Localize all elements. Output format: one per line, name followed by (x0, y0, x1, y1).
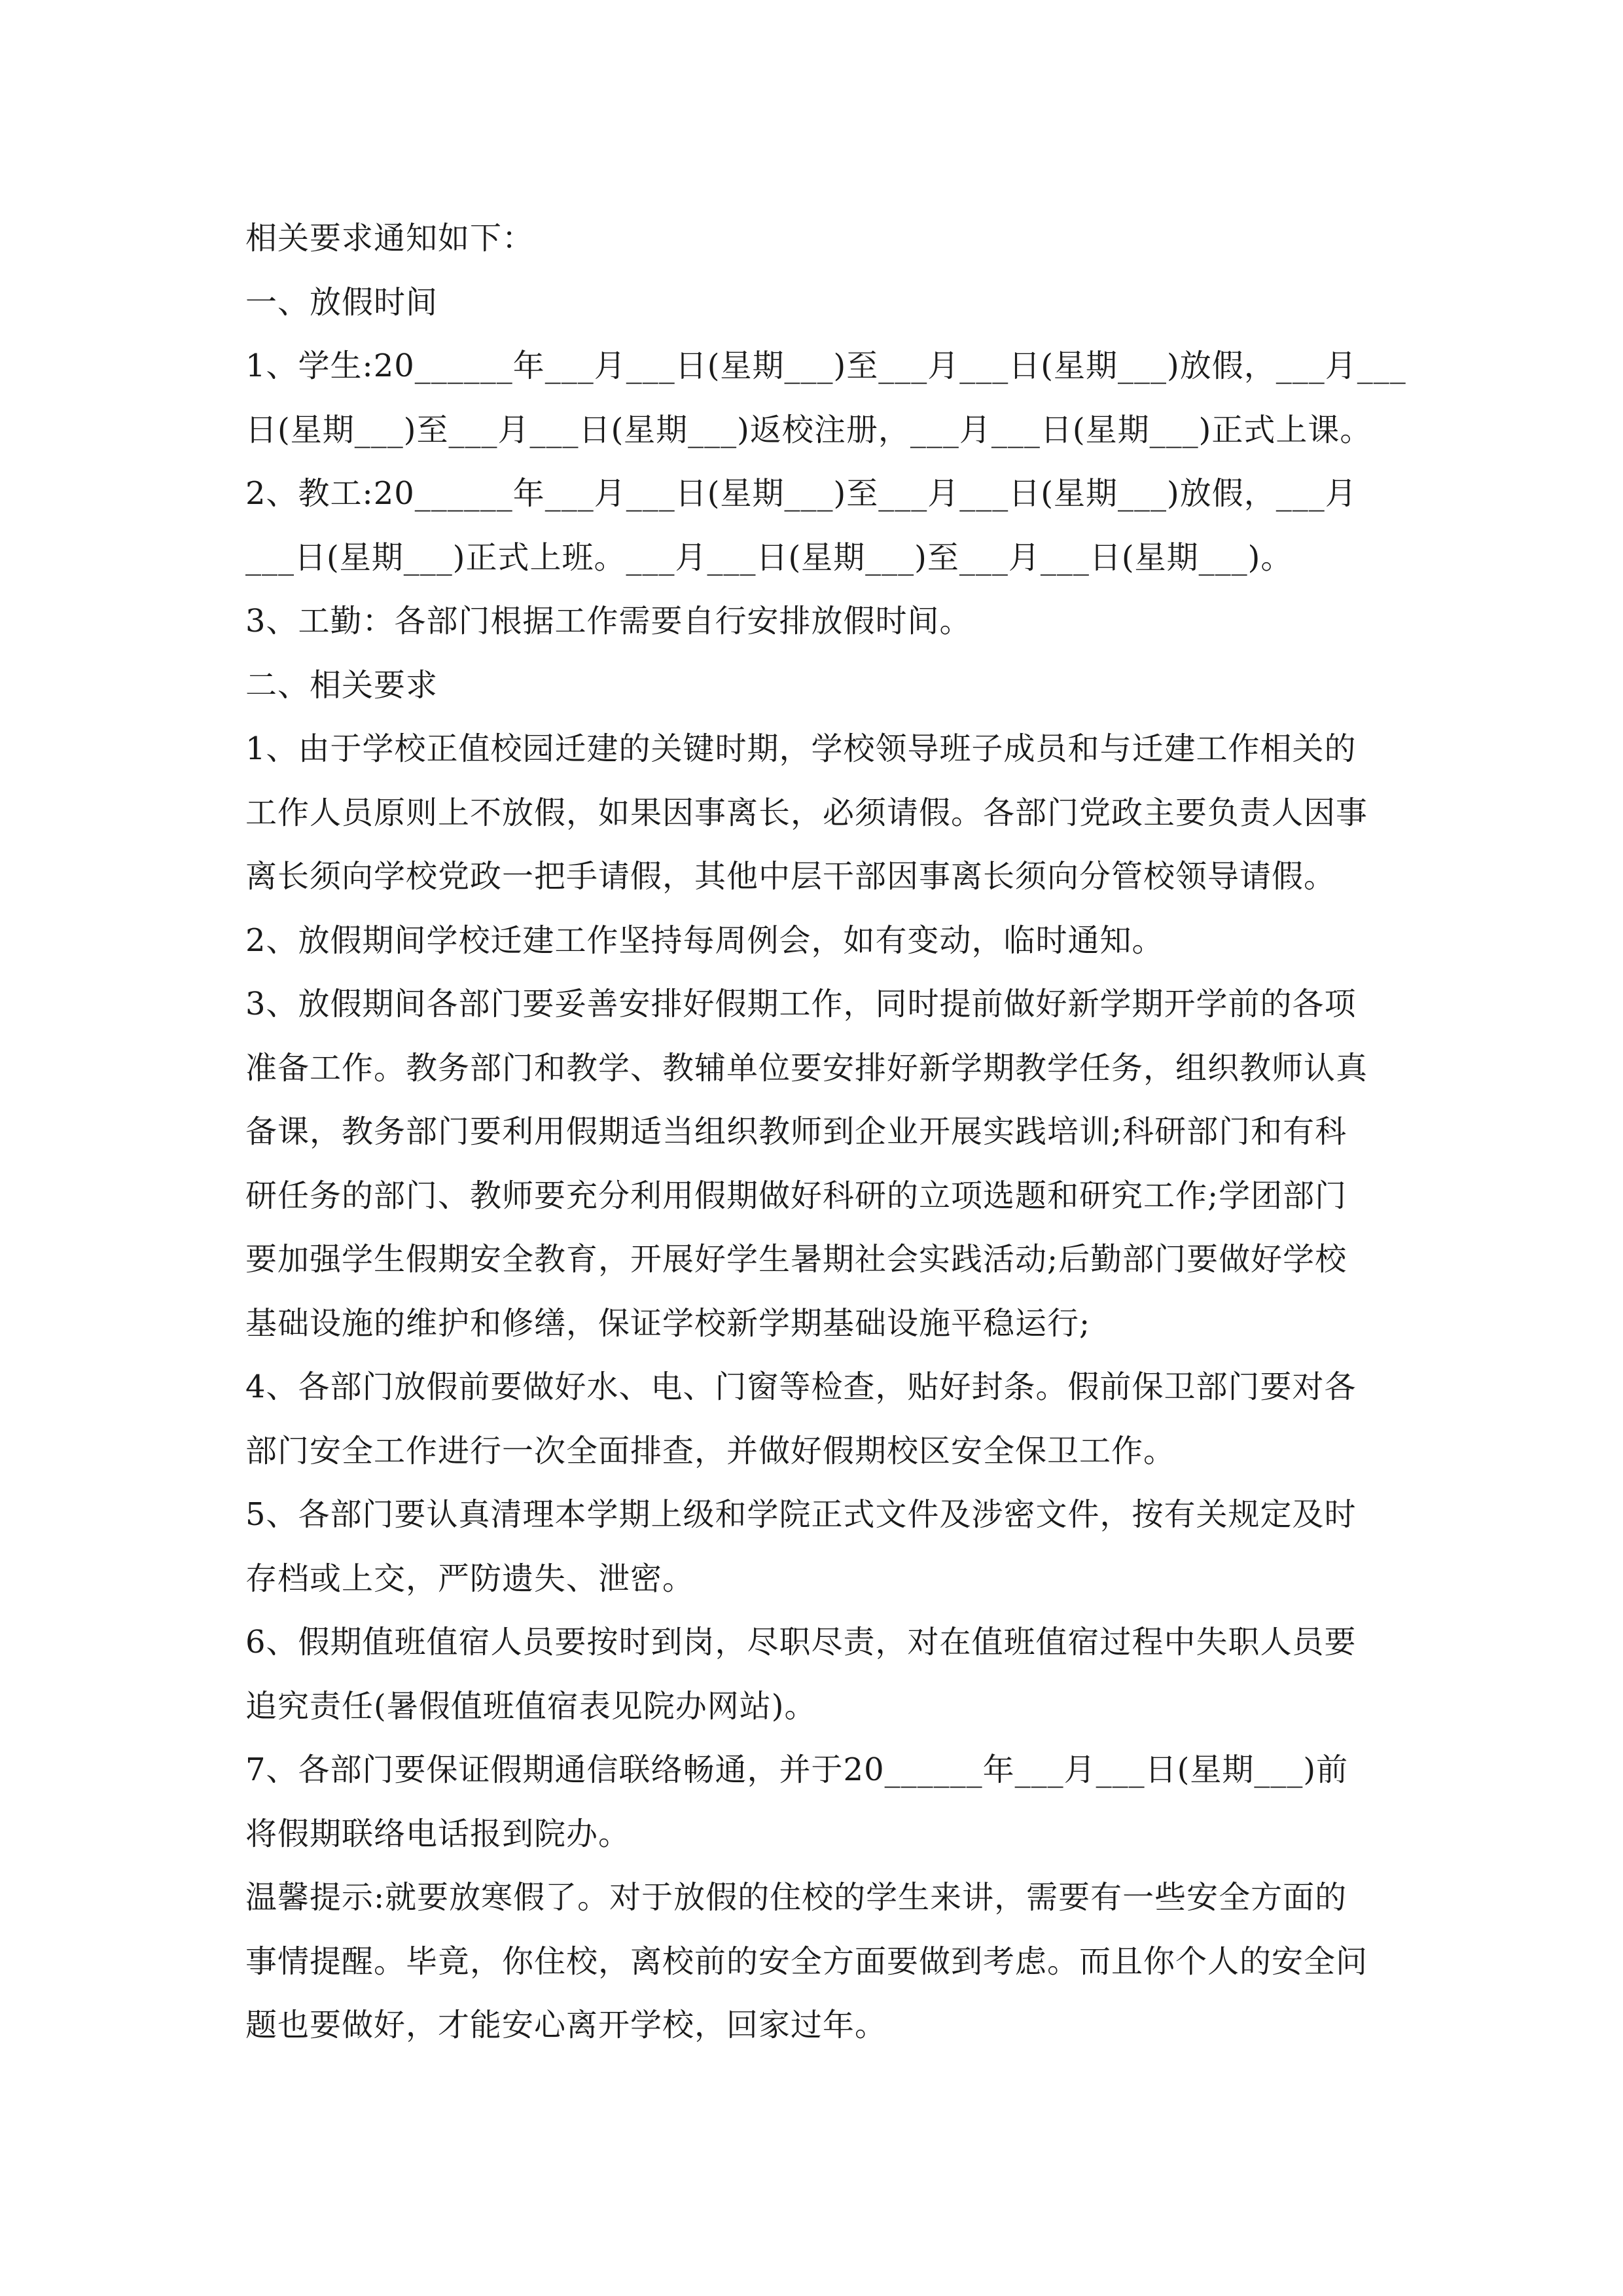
paragraph-line: 3、放假期间各部门要妥善安排好假期工作，同时提前做好新学期开学前的各项 (245, 986, 1357, 1022)
paragraph-line: 备课，教务部门要利用假期适当组织教师到企业开展实践培训;科研部门和有科 (245, 1113, 1347, 1150)
paragraph-line: 基础设施的维护和修缮，保证学校新学期基础设施平稳运行; (245, 1304, 1091, 1342)
paragraph-line: 研任务的部门、教师要充分利用假期做好科研的立项选题和研究工作;学团部门 (245, 1177, 1347, 1214)
section-heading-requirements: 二、相关要求 (245, 666, 438, 704)
notice-intro-line: 相关要求通知如下： (245, 220, 535, 257)
paragraph-line: 要加强学生假期安全教育，开展好学生暑期社会实践活动;后勤部门要做好学校 (245, 1241, 1347, 1278)
paragraph-line: 6、假期值班值宿人员要按时到岗，尽职尽责，对在值班值宿过程中失职人员要 (245, 1624, 1357, 1660)
paragraph-line: 2、放假期间学校迁建工作坚持每周例会，如有变动，临时通知。 (245, 922, 1164, 959)
paragraph-line: 追究责任(暑假值班值宿表见院办网站)。 (245, 1687, 817, 1725)
paragraph-line: 7、各部门要保证假期通信联络畅通，并于20______年___月___日(星期___)前 (245, 1751, 1349, 1788)
paragraph-line: 存档或上交，严防遗失、泄密。 (245, 1560, 695, 1597)
paragraph-line: ___日(星期___)正式上班。___月___日(星期___)至___月___日(星期___)。 (245, 539, 1293, 576)
paragraph-line: 部门安全工作进行一次全面排查，并做好假期校区安全保卫工作。 (245, 1432, 1176, 1469)
tip-paragraph-line: 题也要做好，才能安心离开学校，回家过年。 (245, 2007, 887, 2043)
paragraph-line: 4、各部门放假前要做好水、电、门窗等检查，贴好封条。假前保卫部门要对各 (245, 1369, 1357, 1405)
paragraph-line: 日(星期___)至___月___日(星期___)返校注册，___月___日(星期___)正式上课。 (245, 411, 1372, 448)
paragraph-line: 离长须向学校党政一把手请假，其他中层干部因事离长须向分管校领导请假。 (245, 858, 1336, 895)
paragraph-line: 2、教工:20______年___月___日(星期___)至___月___日(星期___)放假，___月 (245, 475, 1357, 512)
paragraph-line: 3、工勤：各部门根据工作需要自行安排放假时间。 (245, 603, 972, 639)
paragraph-line: 将假期联络电话报到院办。 (245, 1815, 631, 1852)
document-body (245, 207, 1406, 2058)
paragraph-line: 准备工作。教务部门和教学、教辅单位要安排好新学期教学任务，组织教师认真 (245, 1049, 1368, 1086)
paragraph-line: 5、各部门要认真清理本学期上级和学院正式文件及涉密文件，按有关规定及时 (245, 1496, 1357, 1533)
tip-paragraph-line: 温馨提示:就要放寒假了。对于放假的住校的学生来讲，需要有一些安全方面的 (245, 1879, 1347, 1916)
paragraph-line: 工作人员原则上不放假，如果因事离长，必须请假。各部门党政主要负责人因事 (245, 794, 1368, 831)
paragraph-line: 1、由于学校正值校园迁建的关键时期，学校领导班子成员和与迁建工作相关的 (245, 730, 1357, 767)
section-heading-holiday-time: 一、放假时间 (245, 283, 438, 321)
tip-paragraph-line: 事情提醒。毕竟，你住校，离校前的安全方面要做到考虑。而且你个人的安全问 (245, 1943, 1368, 1980)
paragraph-line: 1、学生:20______年___月___日(星期___)至___月___日(星期___)放假，___月___ (245, 348, 1406, 384)
